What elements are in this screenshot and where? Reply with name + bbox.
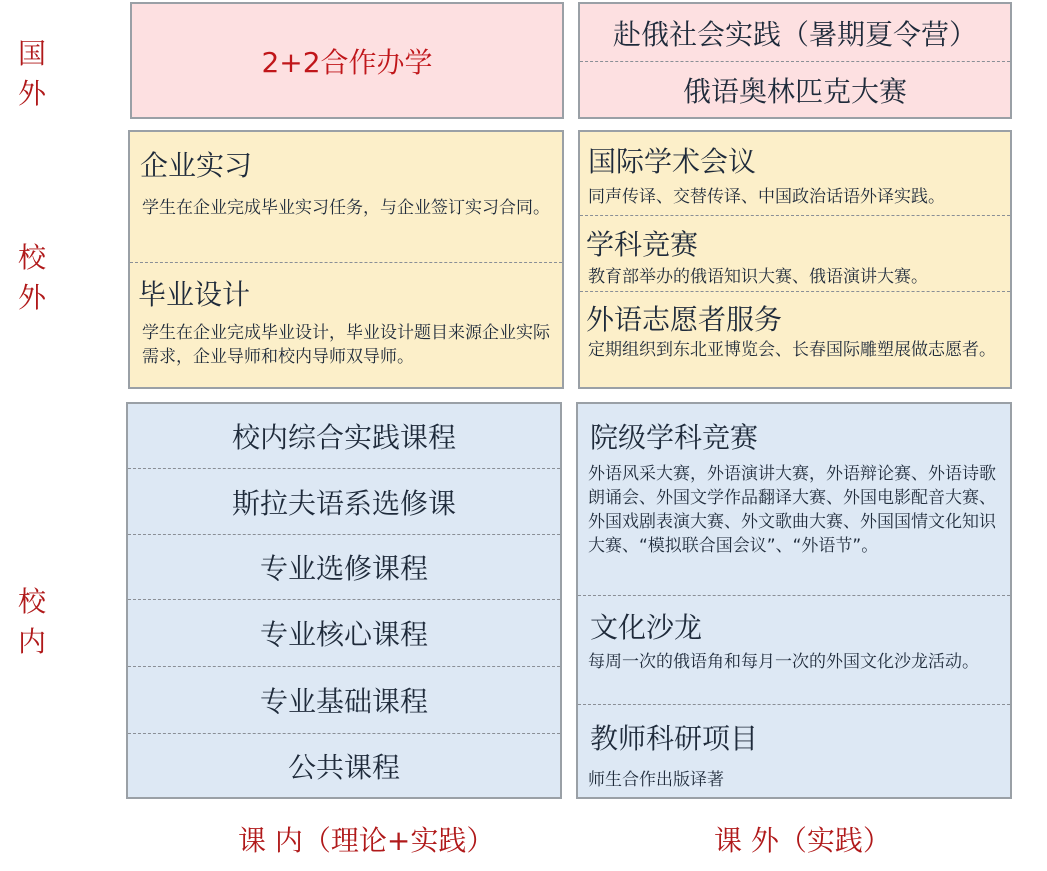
teacher-research-section [578, 705, 1010, 797]
out-class-on-campus-box [576, 402, 1012, 799]
russia-summer-camp: 赴俄社会实践（暑期夏令营） [580, 4, 1010, 62]
subject-competition-desc: 教育部举办的俄语知识大赛、俄语演讲大赛。 [588, 267, 928, 287]
in-class-off-campus-box [128, 130, 564, 389]
college-competition-heading: 院级学科竞赛 [590, 421, 759, 454]
course-item: 斯拉夫语系选修课 [128, 469, 560, 535]
culture-salon-desc: 每周一次的俄语角和每月一次的外国文化沙龙活动。 [588, 652, 979, 672]
college-competition-section [578, 404, 1010, 596]
volunteer-service-heading: 外语志愿者服务 [586, 303, 783, 336]
in-class-abroad-box [130, 2, 564, 119]
cooperative-program-label: 2+2合作办学 [261, 45, 433, 79]
volunteer-service-section [580, 292, 1010, 387]
graduation-design-section [130, 263, 562, 387]
enterprise-internship-desc: 学生在企业完成毕业实习任务，与企业签订实习合同。 [142, 198, 550, 218]
teacher-research-desc: 师生合作出版译著 [588, 770, 724, 790]
out-class-off-campus-box [578, 130, 1012, 389]
academic-conference-section [580, 132, 1010, 216]
russian-olympiad: 俄语奥林匹克大赛 [682, 74, 907, 108]
culture-salon-section [578, 596, 1010, 705]
course-item: 专业基础课程 [128, 667, 560, 734]
course-item: 专业核心课程 [128, 600, 560, 667]
column-label-out-class: 课 外（实践） [714, 824, 891, 857]
row-label-on-campus: 校 内 [18, 585, 61, 658]
enterprise-internship-heading: 企业实习 [140, 149, 253, 182]
course-item: 公共课程 [287, 750, 400, 784]
row-label-abroad: 国 外 [18, 37, 61, 110]
college-competition-desc: 外语风采大赛，外语演讲大赛，外语辩论赛、外语诗歌朗诵会、外国文学作品翻译大赛、外国电影配音大赛、外国戏剧表演大赛、外文歌曲大赛、外国国情文化知识大赛、“模拟联合国会议”、“外语节”。 [588, 464, 996, 556]
volunteer-service-desc: 定期组织到东北亚博览会、长春国际雕塑展做志愿者。 [588, 340, 996, 360]
graduation-design-desc: 学生在企业完成毕业设计，毕业设计题目来源企业实际需求，企业导师和校内导师双导师。 [142, 323, 550, 367]
graduation-design-heading: 毕业设计 [138, 278, 251, 311]
academic-conference-desc: 同声传译、交替传译、中国政治话语外译实践。 [588, 187, 945, 207]
column-label-in-class: 课 内（理论+实践） [238, 824, 495, 857]
culture-salon-heading: 文化沙龙 [590, 611, 703, 644]
subject-competition-heading: 学科竞赛 [586, 228, 699, 261]
course-item: 专业选修课程 [128, 535, 560, 600]
course-item: 校内综合实践课程 [128, 404, 560, 469]
out-class-abroad-box [578, 2, 1012, 119]
academic-conference-heading: 国际学术会议 [588, 145, 757, 178]
row-label-off-campus: 校 外 [18, 241, 61, 314]
in-class-on-campus-box [126, 402, 562, 799]
subject-competition-section [580, 216, 1010, 292]
enterprise-internship-section [130, 132, 562, 263]
teacher-research-heading: 教师科研项目 [590, 722, 759, 755]
